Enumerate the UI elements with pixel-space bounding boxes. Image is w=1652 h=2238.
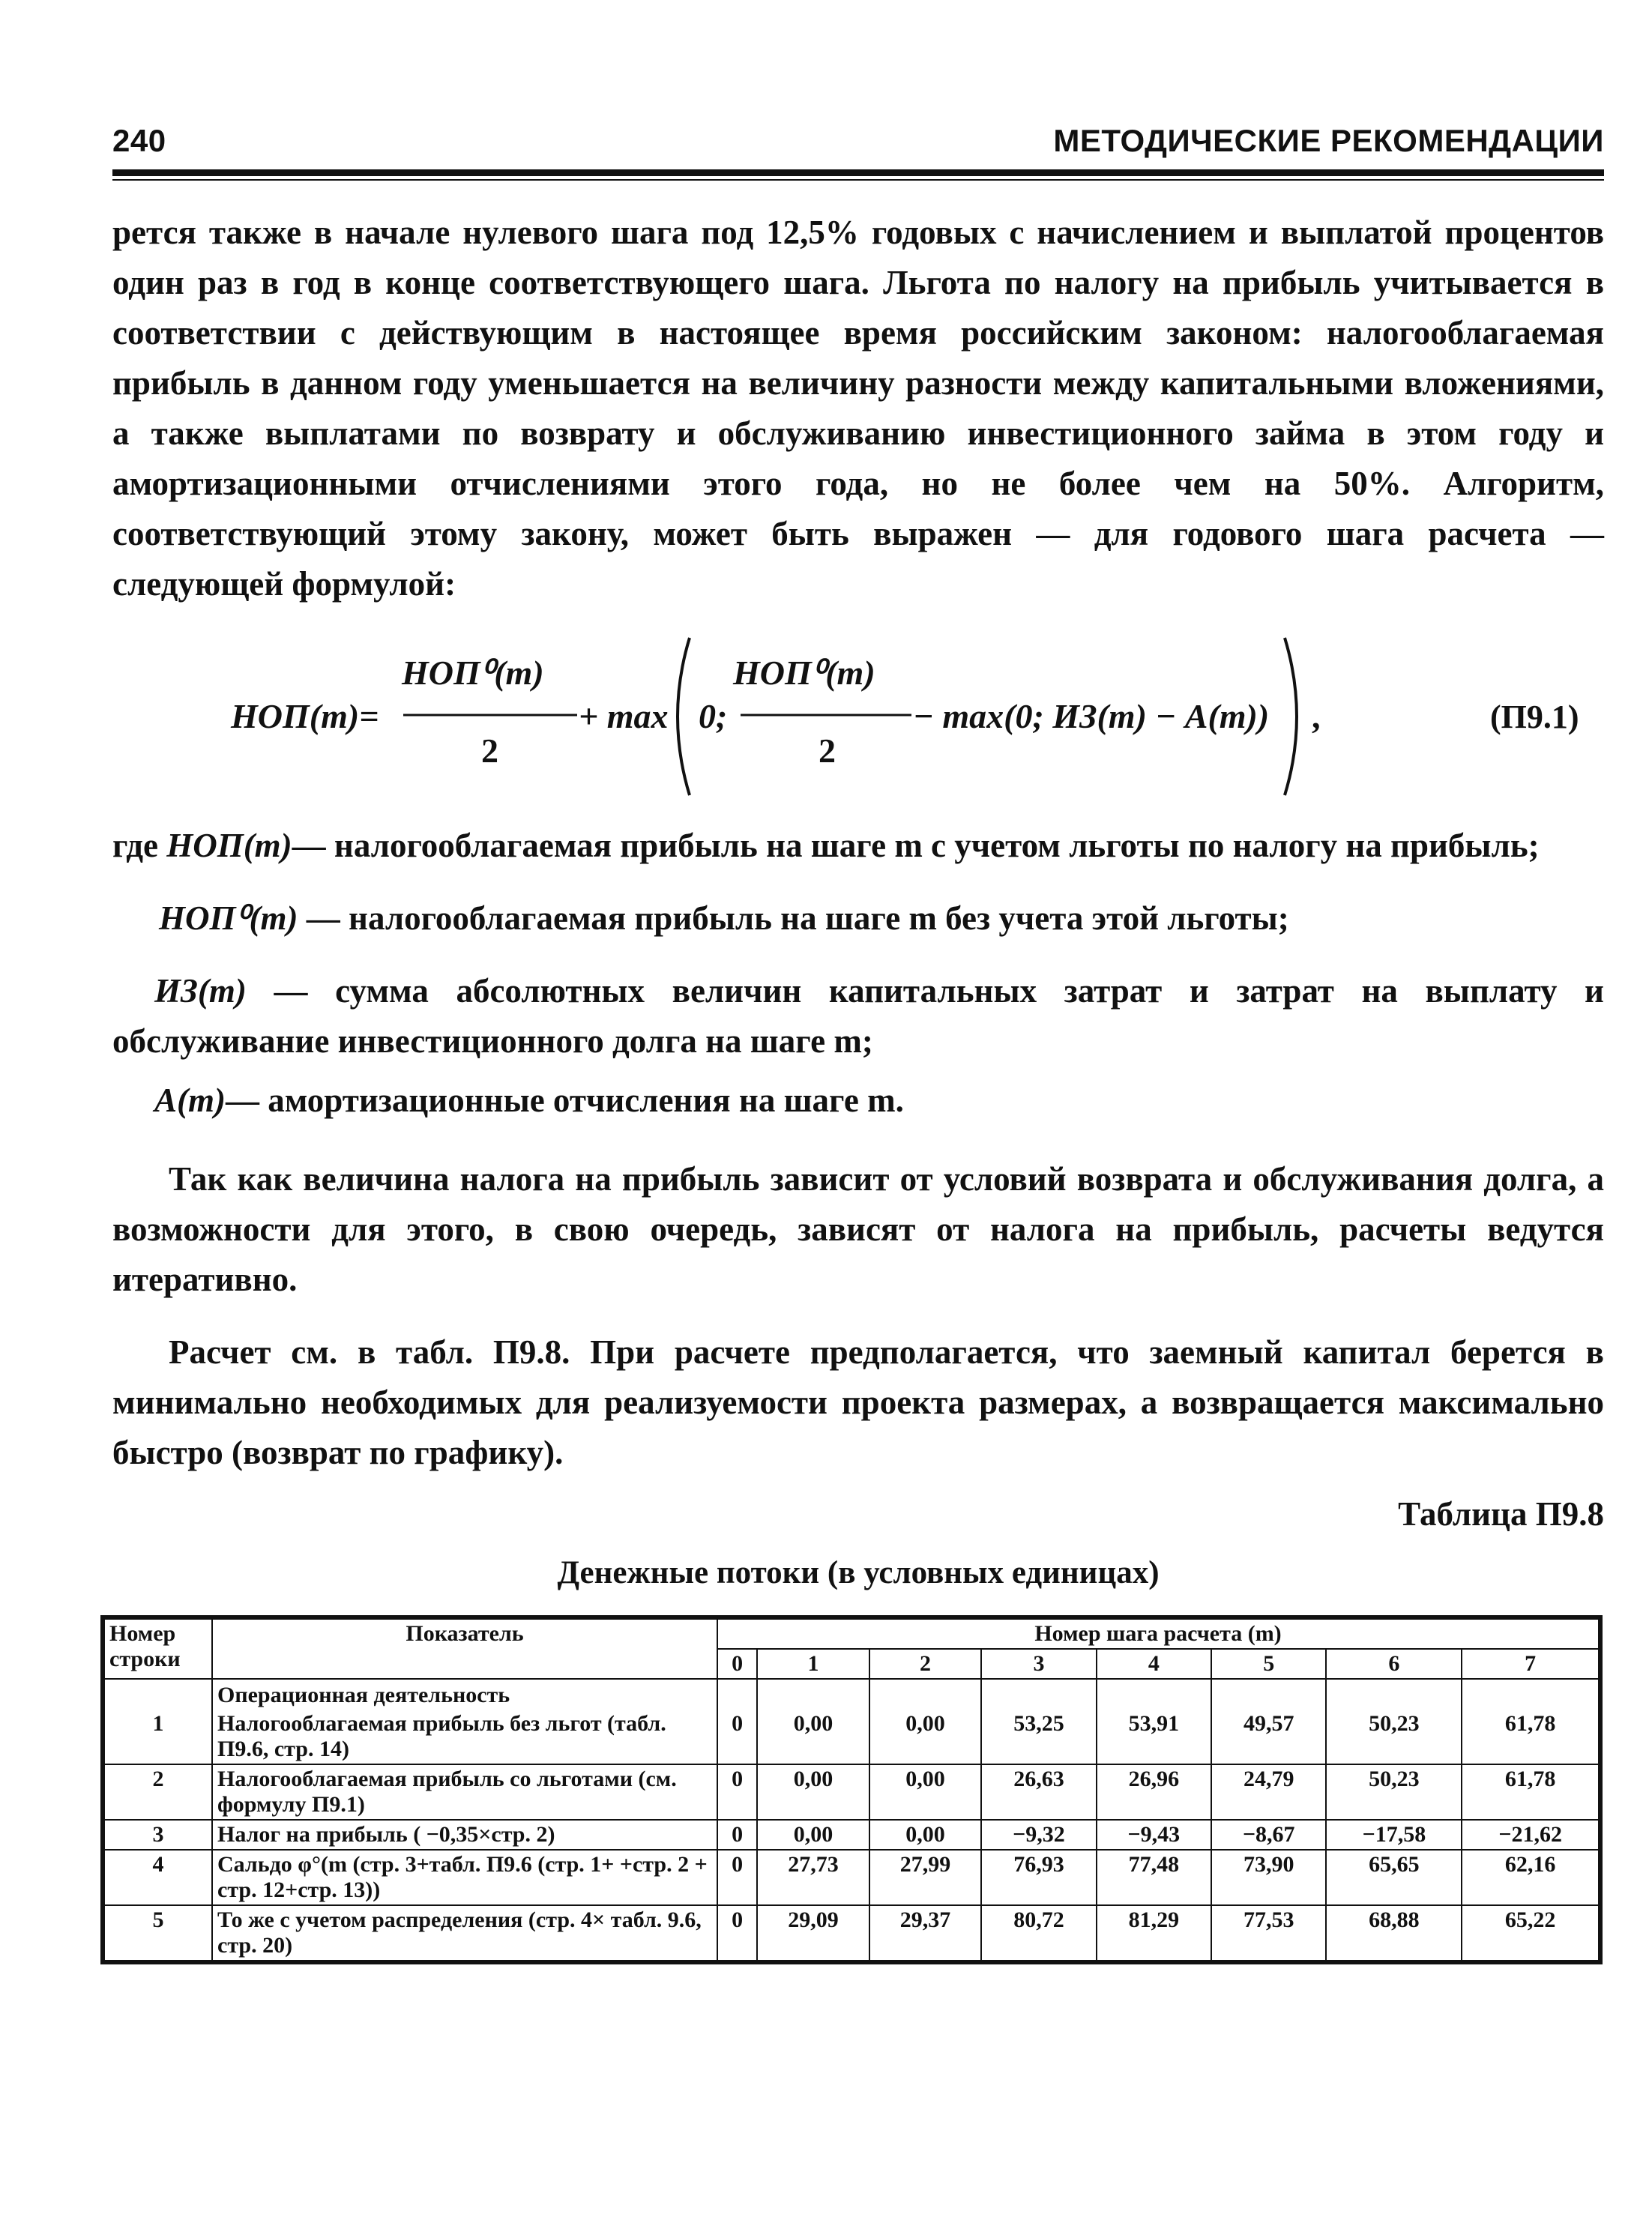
row-value: 27,99 xyxy=(869,1850,982,1905)
formula-comma: , xyxy=(1312,697,1321,735)
def-3-symbol: ИЗ(m) xyxy=(154,972,247,1010)
row-number: 1 xyxy=(103,1710,212,1764)
paragraph-2: Так как величина налога на прибыль зависит от условий возврата и обслуживания долга, а возможности для этого, в свою очередь, зависят от налога на прибыль, расчеты ведутся итеративно. xyxy=(112,1160,1604,1298)
row-value: 26,96 xyxy=(1097,1764,1211,1820)
section-empty-cell xyxy=(981,1679,1096,1710)
where-prefix: где xyxy=(112,827,167,864)
row-value: 0 xyxy=(717,1820,757,1850)
row-value: 26,63 xyxy=(981,1764,1096,1820)
step-4: 4 xyxy=(1097,1649,1211,1679)
row-value: 0,00 xyxy=(757,1764,869,1820)
header-rule-thin xyxy=(112,179,1604,181)
row-value: 73,90 xyxy=(1211,1850,1326,1905)
section-empty-cell xyxy=(1097,1679,1211,1710)
row-value: −8,67 xyxy=(1211,1820,1326,1850)
formula-plus-max: + max xyxy=(579,697,669,735)
row-value: 65,65 xyxy=(1326,1850,1462,1905)
def-1-symbol: НОП(m) xyxy=(166,827,292,864)
row-value: 53,25 xyxy=(981,1710,1096,1764)
row-value: 0 xyxy=(717,1850,757,1905)
section-empty-cell xyxy=(717,1679,757,1710)
table-title: Денежные потоки (в условных единицах) xyxy=(557,1555,1160,1590)
formula-denominator-1: 2 xyxy=(481,732,498,770)
row-value: 50,23 xyxy=(1326,1710,1462,1764)
row-indicator: Налог на прибыль ( −0,35×стр. 2) xyxy=(212,1820,717,1850)
header-row-number xyxy=(103,1617,212,1679)
row-value: 68,88 xyxy=(1326,1905,1462,1962)
running-title: МЕТОДИЧЕСКИЕ РЕКОМЕНДАЦИИ xyxy=(1053,123,1604,158)
formula-tag: (П9.1) xyxy=(1490,699,1579,735)
formula-inner: − max(0; ИЗ(m) − A(m)) xyxy=(913,697,1270,735)
row-value: 50,23 xyxy=(1326,1764,1462,1820)
table-row xyxy=(103,1764,1600,1820)
row-value: 0,00 xyxy=(869,1820,982,1850)
step-1: 1 xyxy=(757,1649,869,1679)
row-value: 0 xyxy=(717,1710,757,1764)
row-value: 27,73 xyxy=(757,1850,869,1905)
table-row xyxy=(103,1710,1600,1764)
formula-svg xyxy=(112,615,1604,818)
row-value: −9,32 xyxy=(981,1820,1096,1850)
section-empty-cell xyxy=(757,1679,869,1710)
step-3: 3 xyxy=(981,1649,1096,1679)
row-value: 24,79 xyxy=(1211,1764,1326,1820)
row-value: 53,91 xyxy=(1097,1710,1211,1764)
row-number: 5 xyxy=(103,1905,212,1962)
section-title: Операционная деятельность xyxy=(212,1679,717,1710)
definition-2 xyxy=(159,893,1604,944)
row-indicator: Сальдо φ°(m (стр. 3+табл. П9.6 (стр. 1+ +стр. 2 + стр. 12+стр. 13)) xyxy=(212,1850,717,1905)
header-row-number-line-1: Номер xyxy=(109,1621,176,1646)
section-empty-cell xyxy=(1326,1679,1462,1710)
section-num-cell xyxy=(103,1679,212,1710)
section-empty-cell xyxy=(869,1679,982,1710)
row-value: 77,53 xyxy=(1211,1905,1326,1962)
running-head xyxy=(112,112,1604,159)
def-2-text: — налогооблагаемая прибыль на шаге m без учета этой льготы; xyxy=(298,899,1289,937)
row-value: −17,58 xyxy=(1326,1820,1462,1850)
row-value: 81,29 xyxy=(1097,1905,1211,1962)
row-value: 61,78 xyxy=(1462,1764,1600,1820)
row-value: 76,93 xyxy=(981,1850,1096,1905)
row-value: 62,16 xyxy=(1462,1850,1600,1905)
row-value: 29,37 xyxy=(869,1905,982,1962)
paragraph-1: рется также в начале нулевого шага под 12,5% годовых с начислением и выплатой процентов один раз в год в конце соответствующего шага. Льгота по налогу на прибыль учитывается в соответствии с действующим в настоящее время российским законом: налогооблагаемая прибыль в данном году уменьшается на величину разности между капитальными вложениями, а также выплатами по возврату и обслуживанию инвестиционного займа в этом году и амортизационными отчислениями этого года, но не более чем на 50%. Алгоритм, соответствующий этому закону, может быть выражен — для годового шага расчета — следующей формулой: xyxy=(112,214,1604,603)
def-1-text: — налогооблагаемая прибыль на шаге m с учетом льготы по налогу на прибыль; xyxy=(292,827,1540,864)
header-row-number-line-2: строки xyxy=(109,1647,181,1671)
row-value: 65,22 xyxy=(1462,1905,1600,1962)
header-indicator: Показатель xyxy=(212,1617,717,1679)
step-7: 7 xyxy=(1462,1649,1600,1679)
row-value: 80,72 xyxy=(981,1905,1096,1962)
paragraph-3: Расчет см. в табл. П9.8. При расчете предполагается, что заемный капитал берется в минимально необходимых для реализуемости проекта размерах, а возвращается максимально быстро (возврат по графику). xyxy=(112,1333,1604,1471)
step-2: 2 xyxy=(869,1649,982,1679)
formula-numerator-1: НОП⁰(m) xyxy=(402,654,544,692)
table-row xyxy=(103,1820,1600,1850)
row-value: 61,78 xyxy=(1462,1710,1600,1764)
def-2-symbol: НОП⁰(m) xyxy=(159,899,298,937)
formula-numerator-2: НОП⁰(m) xyxy=(733,654,875,692)
definition-1 xyxy=(112,821,1604,871)
row-value: 0,00 xyxy=(757,1820,869,1850)
table-row-section xyxy=(103,1679,1600,1710)
row-value: 0,00 xyxy=(869,1764,982,1820)
row-indicator: То же с учетом распределения (стр. 4× табл. 9.6, стр. 20) xyxy=(212,1905,717,1962)
step-5: 5 xyxy=(1211,1649,1326,1679)
step-0: 0 xyxy=(717,1649,757,1679)
definition-4 xyxy=(154,1076,1604,1126)
header-steps: Номер шага расчета (m) xyxy=(717,1617,1600,1649)
cash-flow-table xyxy=(100,1615,1603,1964)
formula-p9-1 xyxy=(112,615,1604,818)
section-empty-cell xyxy=(1211,1679,1326,1710)
table-label: Таблица П9.8 xyxy=(1398,1495,1604,1533)
row-value: 49,57 xyxy=(1211,1710,1326,1764)
def-4-text: — амортизационные отчисления на шаге m. xyxy=(226,1082,904,1119)
row-value: 0,00 xyxy=(869,1710,982,1764)
row-indicator: Налогооблагаемая прибыль без льгот (табл. П9.6, стр. 14) xyxy=(212,1710,717,1764)
page-number: 240 xyxy=(112,123,166,158)
formula-lhs: НОП(m)= xyxy=(231,697,379,735)
table-row xyxy=(103,1905,1600,1962)
row-indicator: Налогооблагаемая прибыль со льготами (см. формулу П9.1) xyxy=(212,1764,717,1820)
right-paren xyxy=(1285,638,1297,795)
row-number: 2 xyxy=(103,1764,212,1820)
formula-zero: 0; xyxy=(699,697,728,735)
table-row xyxy=(103,1850,1600,1905)
def-4-symbol: A(m) xyxy=(154,1082,226,1119)
row-value: 77,48 xyxy=(1097,1850,1211,1905)
row-value: 0 xyxy=(717,1764,757,1820)
definition-3 xyxy=(112,966,1604,1067)
step-6: 6 xyxy=(1326,1649,1462,1679)
section-empty-cell xyxy=(1462,1679,1600,1710)
row-value: 29,09 xyxy=(757,1905,869,1962)
table-header-row-1 xyxy=(103,1617,1600,1649)
header-rule xyxy=(112,169,1604,176)
left-paren xyxy=(678,638,690,795)
row-number: 4 xyxy=(103,1850,212,1905)
row-value: 0 xyxy=(717,1905,757,1962)
row-number: 3 xyxy=(103,1820,212,1850)
def-3-text: — сумма абсолютных величин капитальных затрат и затрат на выплату и обслуживание инвестиционного долга на шаге m; xyxy=(112,972,1604,1060)
row-value: −9,43 xyxy=(1097,1820,1211,1850)
row-value: −21,62 xyxy=(1462,1820,1600,1850)
row-value: 0,00 xyxy=(757,1710,869,1764)
formula-denominator-2: 2 xyxy=(819,732,836,770)
page xyxy=(109,112,1604,1964)
